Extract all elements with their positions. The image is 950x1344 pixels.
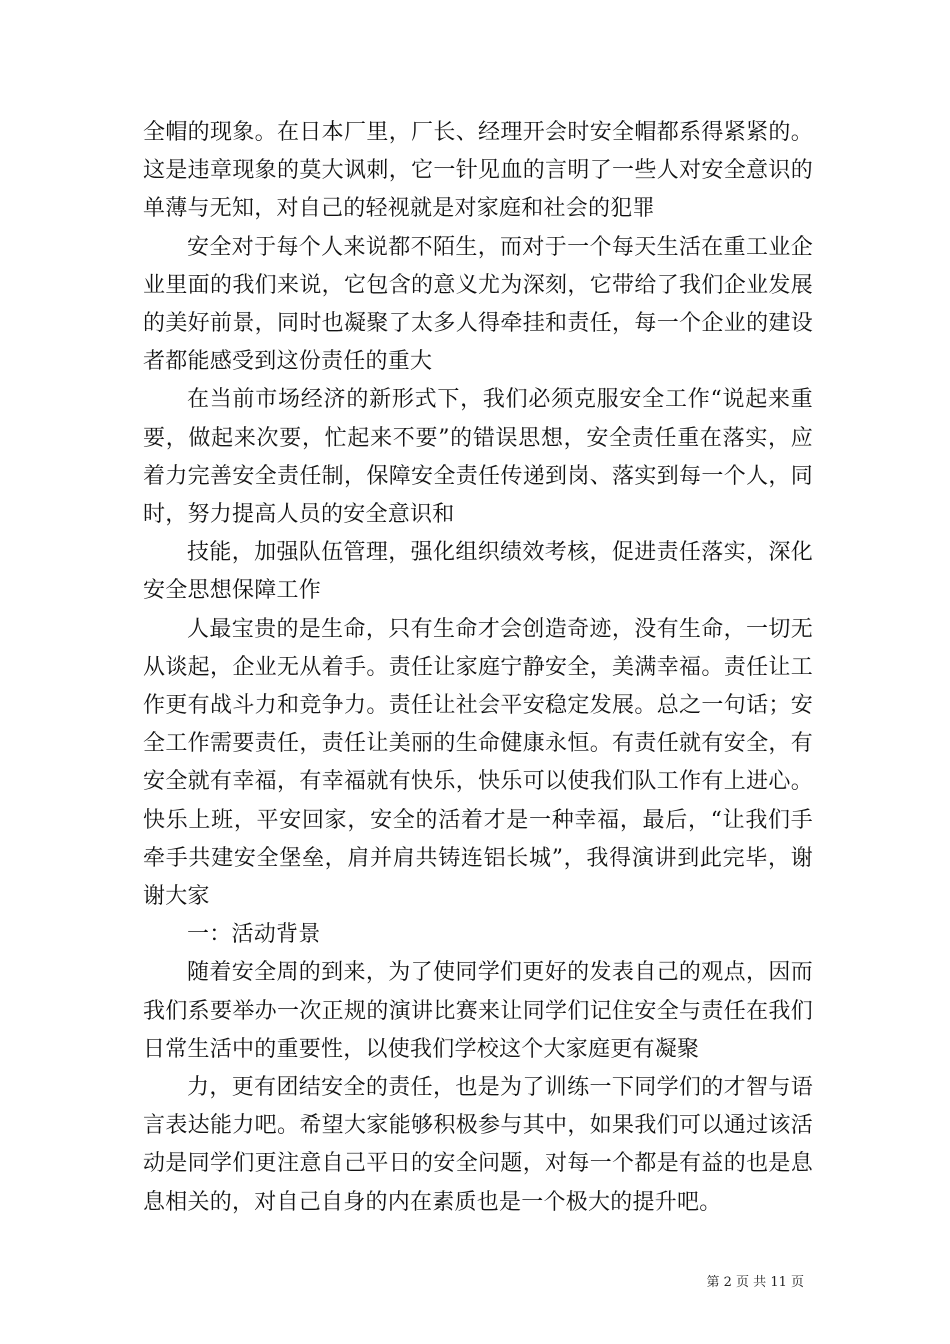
paragraph-8: 力，更有团结安全的责任，也是为了训练一下同学们的才智与语言表达能力吧。希望大家能够积极参与其中，如果我们可以通过该活动是同学们更注意自己平日的安全问题，对每一个都是有益的也是息息相关的，对自己自身的内在素质也是一个极大的提升吧。 [143, 1075, 813, 1215]
document-body [143, 114, 813, 1222]
paragraph-7: 随着安全周的到来，为了使同学们更好的发表自己的观点，因而我们系要举办一次正规的演讲比赛来让同学们记住安全与责任在我们日常生活中的重要性，以使我们学校这个大家庭更有凝聚 [143, 960, 813, 1062]
section-heading-activity-background: 一：活动背景 [187, 922, 321, 948]
paragraph-4: 技能，加强队伍管理，强化组织绩效考核，促进责任落实，深化安全思想保障工作 [143, 540, 813, 604]
paragraph-5: 人最宝贵的是生命，只有生命才会创造奇迹，没有生命，一切无从谈起，企业无从着手。责任让家庭宁静安全，美满幸福。责任让工作更有战斗力和竞争力。责任让社会平安稳定发展。总之一句话；安全工作需要责任，责任让美丽的生命健康永恒。有责任就有安全，有安全就有幸福，有幸福就有快乐，快乐可以使我们队工作有上进心。快乐上班，平安回家，安全的活着才是一种幸福，最后，“让我们手牵手共建安全堡垒，肩并肩共铸连铝长城”，我得演讲到此完毕，谢谢大家 [143, 616, 813, 910]
page-number-footer: 第 2 页 共 11 页 [706, 1275, 804, 1290]
paragraph-1: 全帽的现象。在日本厂里，厂长、经理开会时安全帽都系得紧紧的。这是违章现象的莫大讽刺，它一针见血的言明了一些人对安全意识的单薄与无知，对自己的轻视就是对家庭和社会的犯罪 [143, 120, 813, 222]
paragraph-2: 安全对于每个人来说都不陌生，而对于一个每天生活在重工业企业里面的我们来说，它包含的意义尤为深刻，它带给了我们企业发展的美好前景，同时也凝聚了太多人得牵挂和责任，每一个企业的建设者都能感受到这份责任的重大 [143, 234, 813, 375]
paragraph-3: 在当前市场经济的新形式下，我们必须克服安全工作“说起来重要，做起来次要，忙起来不要”的错误思想，安全责任重在落实，应着力完善安全责任制，保障安全责任传递到岗、落实到每一个人，同时，努力提高人员的安全意识和 [143, 387, 813, 528]
